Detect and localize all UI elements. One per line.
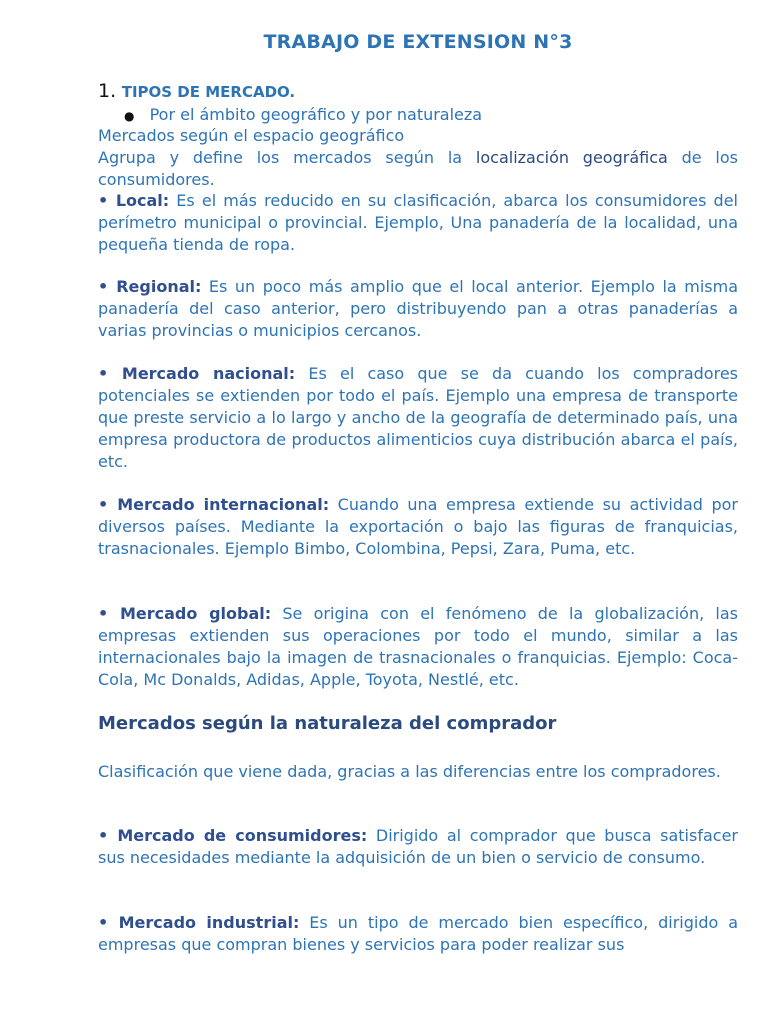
regional-label: • Regional: (98, 277, 202, 296)
local-label: • Local: (98, 191, 170, 210)
nature-intro: Clasificación que viene dada, gracias a las diferencias entre los compradores. (98, 762, 721, 781)
nacional-label: • Mercado nacional: (98, 364, 296, 383)
bullet-dot-icon: ● (124, 109, 135, 123)
section-heading-text: TIPOS DE MERCADO. (121, 83, 296, 101)
geo-intro-after: de los consumidores. (98, 148, 739, 189)
local-text: Es el más reducido en su clasificación, abarca los consumidores del perímetro municipal o provincial. Ejemplo, Una panadería de la localidad, una pequeña tienda de ropa. (98, 191, 738, 254)
geo-intro-link: localización geográfica (475, 148, 668, 167)
section-heading (98, 80, 295, 103)
nacional-paragraph (98, 363, 738, 473)
nacional-text: Es el caso que se da cuando los compradores potenciales se extienden por todo el país. Ejemplo una empresa de transporte que preste servicio a lo largo y ancho de la geografía de determinado país, una empresa productora de productos alimenticios cuya distribución abarca el país, etc. (98, 364, 738, 471)
geo-intro-title: Mercados según el espacio geográfico (98, 126, 405, 145)
global-text: Se origina con el fenómeno de la globalización, las empresas extienden sus operaciones por todo el mundo, similar a las internacionales bajo la imagen de trasnacionales o franquicias. Ejemplo: Coca-Cola, Mc Donalds, Adidas, Apple, Toyota, Nestlé, etc. (98, 604, 738, 689)
regional-paragraph (98, 276, 738, 342)
regional-text: Es un poco más amplio que el local anterior. Ejemplo la misma panadería del caso anterior, pero distribuyendo pan a otras panaderías a varias provincias o municipios cercanos. (98, 277, 739, 340)
geo-intro-paragraph (98, 147, 738, 191)
geo-intro-before: Agrupa y define los mercados según la (98, 148, 476, 167)
internacional-text: Cuando una empresa extiende su actividad por diversos países. Mediante la exportación o bajo las figuras de franquicias, trasnacionales. Ejemplo Bimbo, Colombina, Pepsi, Zara, Puma, etc. (98, 495, 738, 558)
internacional-label: • Mercado internacional: (98, 495, 330, 514)
consumidores-paragraph (98, 825, 738, 869)
industrial-label: • Mercado industrial: (98, 913, 300, 932)
industrial-paragraph (98, 912, 738, 956)
consumidores-label: • Mercado de consumidores: (98, 826, 368, 845)
section-number: 1. (98, 80, 117, 102)
local-paragraph (98, 190, 738, 256)
industrial-text: Es un tipo de mercado bien específico, dirigido a empresas que compran bienes y servicios para poder realizar sus (98, 913, 738, 954)
global-paragraph (98, 603, 738, 691)
consumidores-text: Dirigido al comprador que busca satisfacer sus necesidades mediante la adquisición de un bien o servicio de consumo. (98, 826, 738, 867)
global-label: • Mercado global: (98, 604, 272, 623)
document-title: TRABAJO DE EXTENSION N°3 (263, 31, 573, 53)
nature-heading: Mercados según la naturaleza del comprador (98, 713, 557, 734)
bullet-item-text: Por el ámbito geográfico y por naturaleza (149, 105, 483, 124)
internacional-paragraph (98, 494, 738, 560)
bullet-item (124, 104, 482, 127)
